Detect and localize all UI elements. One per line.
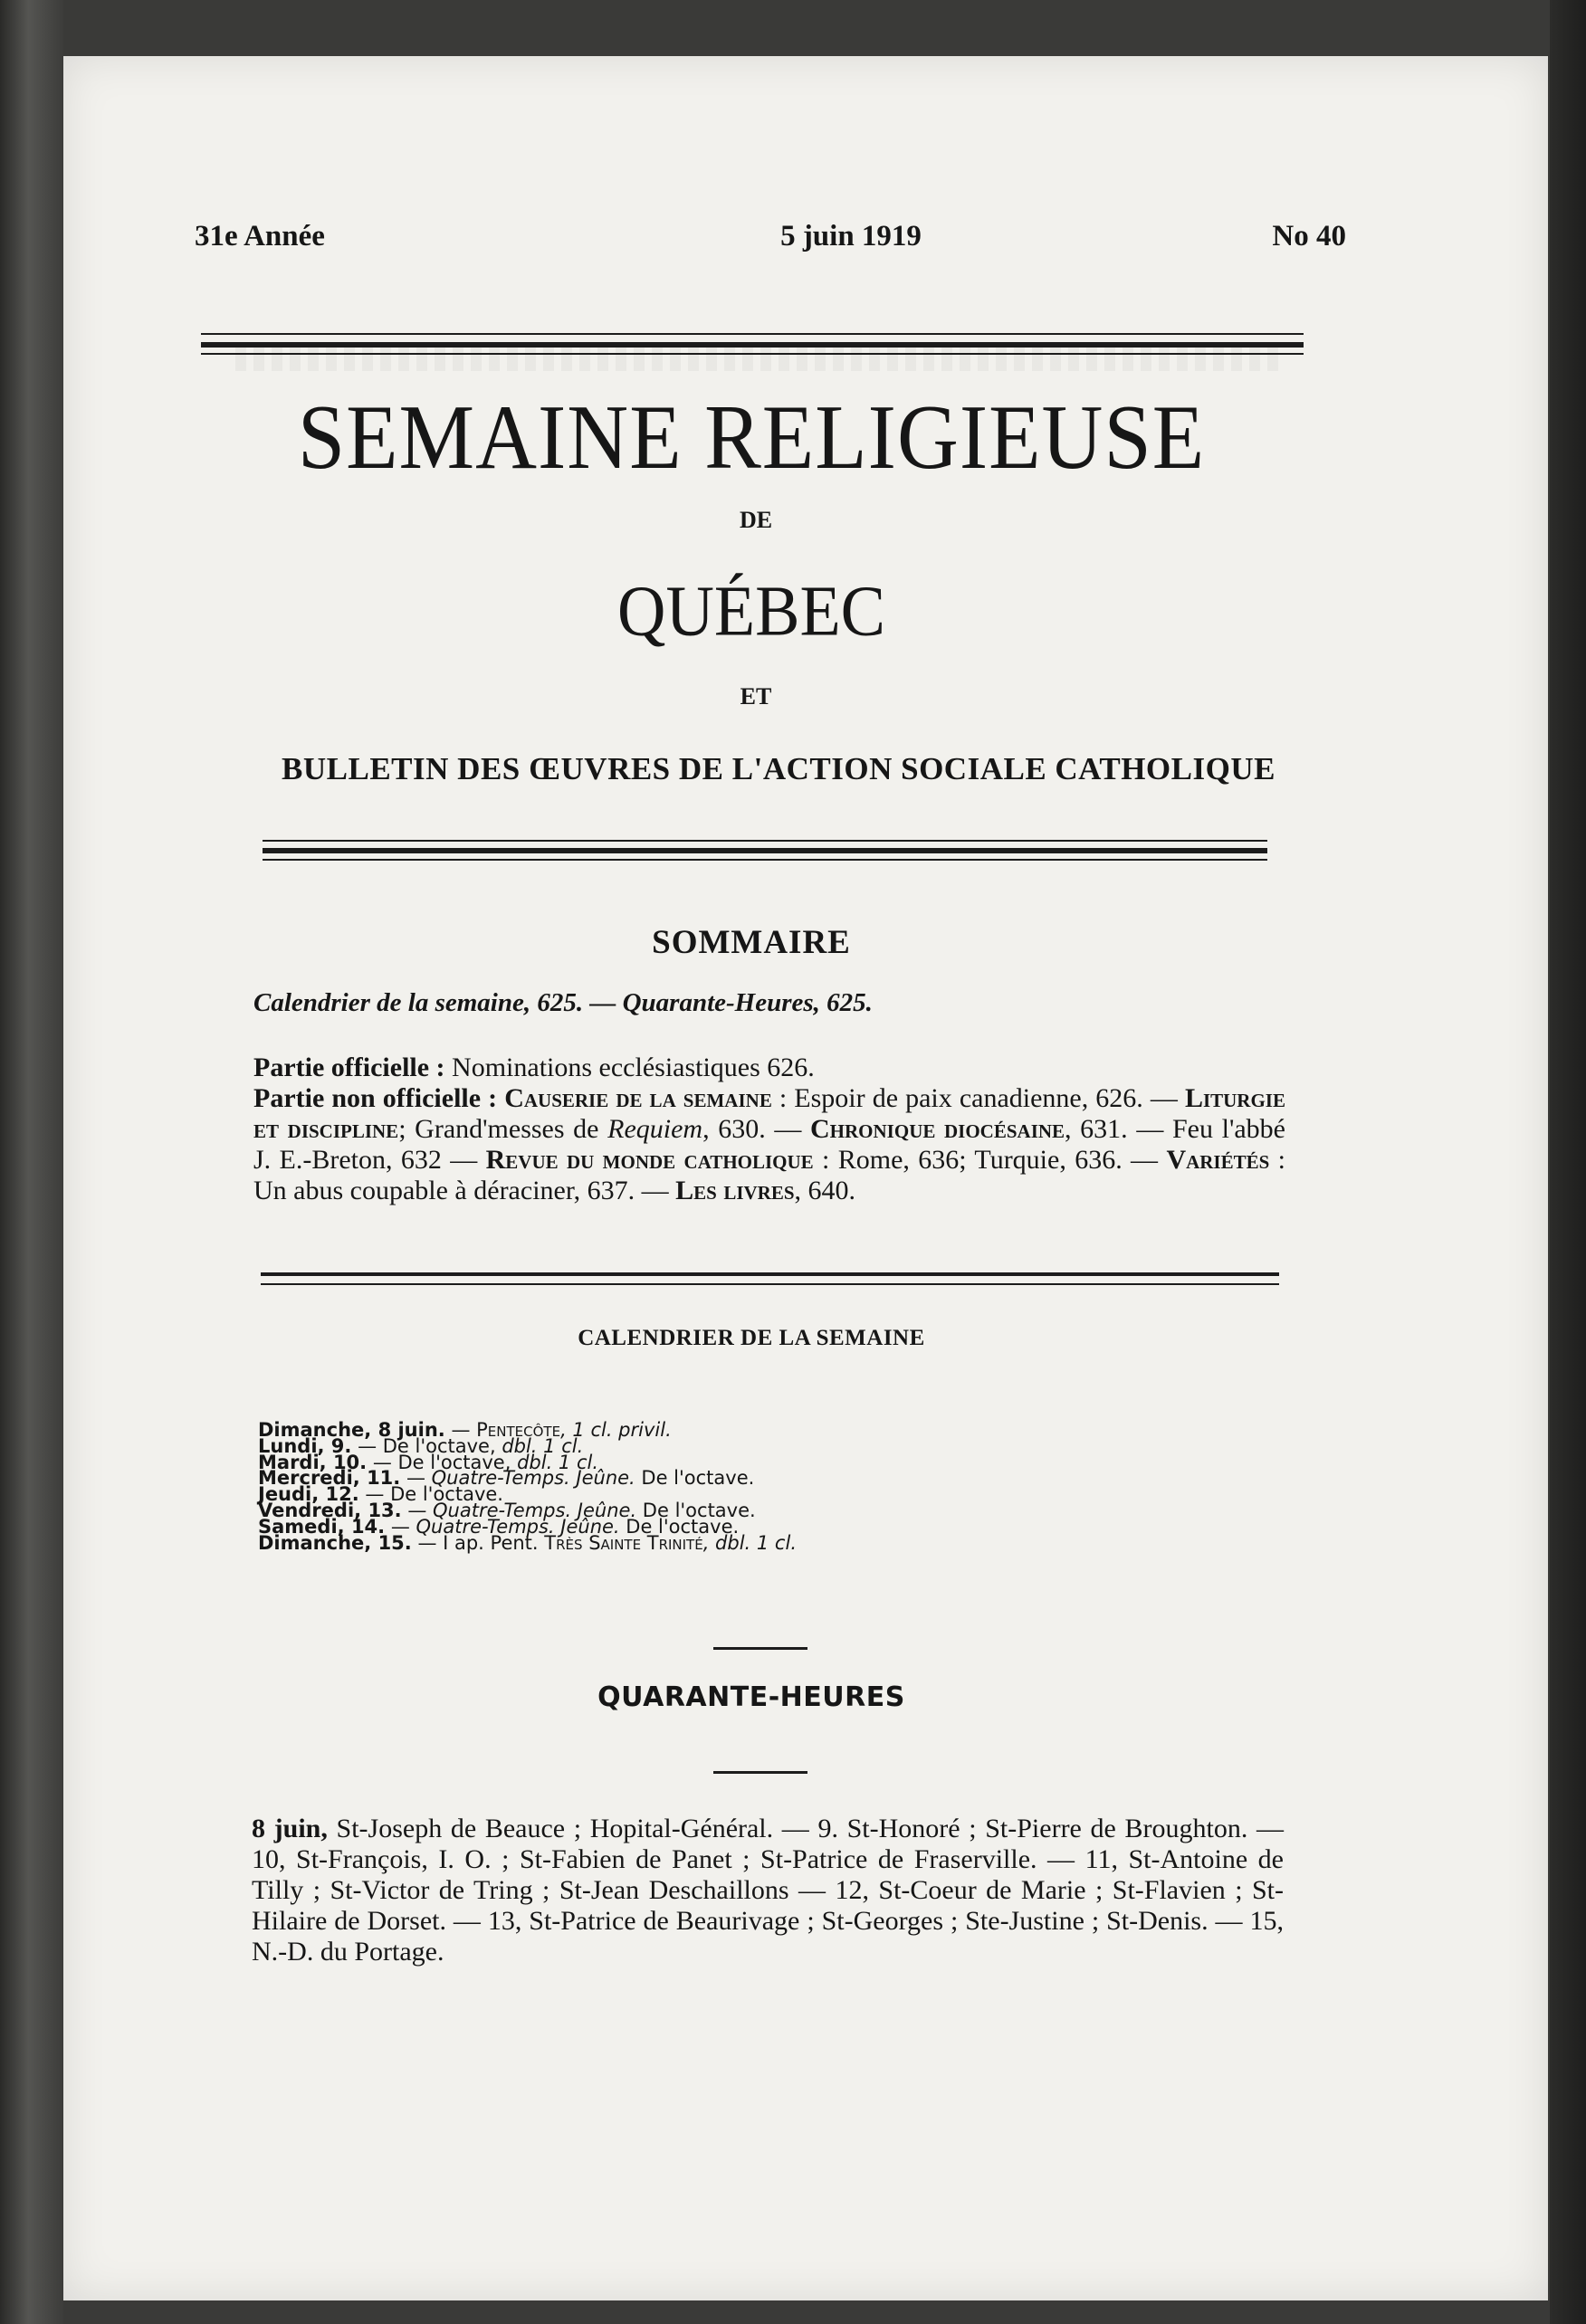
chronique-label: Chronique diocésaine xyxy=(810,1114,1065,1144)
calendar-text: — xyxy=(444,1419,477,1441)
calendar-text: — De l'octave, xyxy=(367,1451,518,1473)
section-rule-thin xyxy=(261,1283,1279,1285)
calendar-tail: De l'octave. xyxy=(635,1467,755,1490)
calendar-heading: CALENDRIER DE LA SEMAINE xyxy=(578,1326,925,1350)
quarante-heures-body xyxy=(252,1814,1284,1967)
subtitle-rule-top xyxy=(263,840,1267,842)
film-border-left xyxy=(0,0,63,2324)
calendar-tail: De l'octave. xyxy=(619,1515,740,1538)
header-rule-top xyxy=(201,333,1304,335)
calendar-row xyxy=(258,1531,1254,1554)
causerie-label: Causerie de la semaine xyxy=(497,1083,772,1113)
livres-label: Les livres xyxy=(675,1176,795,1205)
film-border-right xyxy=(1550,0,1586,2324)
header-rule-bottom xyxy=(201,353,1304,355)
publication-title: SEMAINE RELIGIEUSE xyxy=(297,386,1206,489)
calendar-tail: De l'octave. xyxy=(636,1499,756,1521)
bleed-through xyxy=(235,344,1285,371)
liturgie-page: , 630. xyxy=(702,1114,766,1144)
sommaire-body xyxy=(253,1052,1285,1206)
header-rule-thick xyxy=(201,342,1304,348)
varietes-text: : Un abus coupable à déraciner, 637. — xyxy=(253,1145,1286,1205)
partie-officielle-text: Nominations ecclésiastiques 626. xyxy=(444,1052,815,1082)
calendar-rule xyxy=(713,1647,807,1650)
sommaire-qh-ref: Quarante-Heures, 625. xyxy=(622,988,873,1017)
calendar-feast: Très Sainte Trinité xyxy=(544,1531,703,1554)
publication-city: QUÉBEC xyxy=(617,571,885,652)
title-et: ET xyxy=(740,683,772,710)
sommaire-heading: SOMMAIRE xyxy=(652,924,851,961)
revue-label: Revue du monde catholique xyxy=(485,1145,814,1175)
partie-officielle xyxy=(253,1052,1285,1083)
qh-start-date: 8 juin, xyxy=(252,1814,328,1843)
calendar-text: — xyxy=(401,1499,434,1521)
calendar-text: — I ap. Pent. xyxy=(411,1531,545,1554)
calendar-feast: Pentecôte xyxy=(476,1419,561,1441)
calendar-rank: dbl. 1 cl. xyxy=(502,1434,584,1457)
calendar-day: Mardi, 10. xyxy=(258,1451,368,1473)
calendar-text: — De l'octave. xyxy=(358,1483,503,1506)
revue-text: : Rome, 636; Turquie, 636. — xyxy=(813,1145,1167,1175)
partie-non-officielle-label: Partie non officielle : xyxy=(253,1083,498,1113)
title-de: DE xyxy=(739,507,773,533)
calendar-day: Dimanche, 8 juin. xyxy=(258,1419,445,1441)
issue-number: No 40 xyxy=(1272,220,1346,252)
calendar-day: Vendredi, 13. xyxy=(258,1499,402,1521)
requiem-text: Requiem xyxy=(607,1114,703,1144)
calendar-rank: Quatre-Temps. Jeûne. xyxy=(416,1515,620,1538)
quarante-heures-text xyxy=(252,1814,1284,1967)
calendar-rank: Quatre-Temps. Jeûne. xyxy=(431,1467,635,1490)
calendar-text: — xyxy=(400,1467,432,1490)
section-rule-thick xyxy=(261,1272,1279,1276)
partie-non-officielle xyxy=(253,1083,1285,1206)
qh-parishes: St-Joseph de Beauce ; Hopital-Général. — 9. St-Honoré ; St-Pierre de Broughton. — 10, St-François, I. O. ; St-Fabien de Panet ; St-Patrice de Fraserville. — 11, St-Antoine de Tilly ; St-Victor de Tring ; St-Jean Deschaillons — 12, St-Coeur de Marie ; St-Flavien ; St-Hilaire de Dorset. — 13, St-Patrice de Beaurivage ; St-Georges ; Ste-Justine ; St-Denis. — 15, N.-D. du Portage. xyxy=(252,1814,1284,1967)
calendar-rank: , dbl. 1 cl. xyxy=(702,1531,797,1554)
liturgie-label: Liturgie et discipline xyxy=(253,1083,1285,1144)
calendar-list xyxy=(258,1419,1254,1554)
calendar-day: Samedi, 14. xyxy=(258,1515,386,1538)
sommaire-calendar-ref: Calendrier de la semaine, 625. xyxy=(253,988,584,1017)
calendar-text: — De l'octave, xyxy=(351,1434,502,1457)
chronique-text: , 631. — Feu l'abbé J. E.-Breton, 632 — xyxy=(253,1114,1285,1175)
subtitle-rule-thick xyxy=(263,848,1267,853)
sommaire-calendar-line xyxy=(253,988,1304,1018)
quarante-heures-heading: QUARANTE-HEURES xyxy=(597,1681,905,1713)
livres-page: , 640. xyxy=(794,1176,856,1205)
qh-rule xyxy=(713,1771,807,1774)
volume-year: 31e Année xyxy=(195,220,325,252)
calendar-rank: dbl. 1 cl. xyxy=(517,1451,599,1473)
causerie-text: : Espoir de paix canadienne, 626. — xyxy=(771,1083,1185,1113)
calendar-rank: Quatre-Temps. Jeûne. xyxy=(433,1499,637,1521)
partie-officielle-label: Partie officielle : xyxy=(253,1052,445,1082)
separator: — xyxy=(583,988,623,1017)
calendar-rank: , 1 cl. privil. xyxy=(560,1419,672,1441)
issue-date: 5 juin 1919 xyxy=(780,220,922,252)
calendar-day: Jeudi, 12. xyxy=(258,1483,359,1506)
varietes-label: Variétés xyxy=(1166,1145,1270,1175)
publication-subtitle: BULLETIN DES ŒUVRES DE L'ACTION SOCIALE CATHOLIQUE xyxy=(282,751,1275,786)
dash: — xyxy=(774,1114,811,1144)
calendar-day: Dimanche, 15. xyxy=(258,1531,412,1554)
liturgie-text: ; Grand'messes de xyxy=(398,1114,608,1144)
calendar-text: — xyxy=(385,1515,416,1538)
calendar-day: Mercredi, 11. xyxy=(258,1467,401,1490)
calendar-day: Lundi, 9. xyxy=(258,1434,352,1457)
subtitle-rule-bottom xyxy=(263,859,1267,861)
